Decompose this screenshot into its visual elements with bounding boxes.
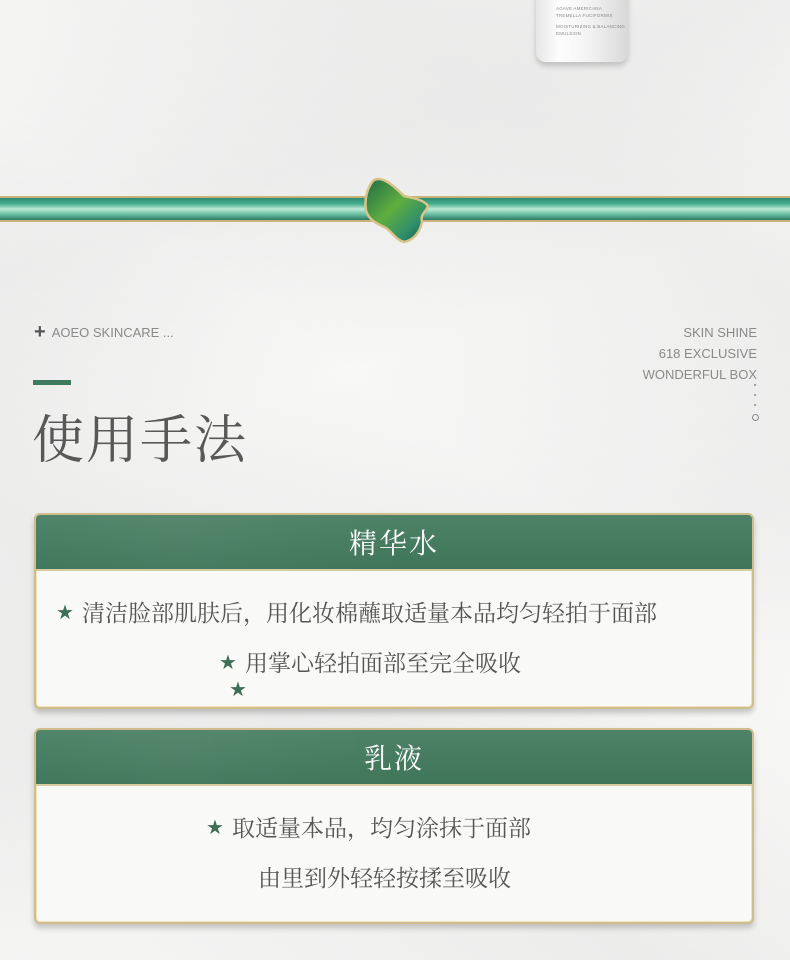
instruction-line	[56, 595, 657, 628]
instruction-line	[219, 645, 521, 678]
accent-bar	[33, 380, 71, 385]
instruction-text: 由里到外轻轻按揉至吸收	[258, 866, 511, 892]
gem-icon	[362, 174, 432, 246]
page-title: 使用手法	[32, 411, 249, 471]
brand-row	[34, 323, 174, 341]
tagline	[643, 322, 757, 385]
bottle-label-line: AGAVE AMERICANA	[556, 6, 602, 11]
tagline-line: SKIN SHINE	[683, 325, 757, 340]
star-icon: ★	[219, 649, 237, 674]
plus-icon: +	[34, 321, 46, 343]
star-icon: ★	[206, 814, 224, 839]
instruction-text: 用掌心轻拍面部至完全吸收	[244, 651, 521, 677]
bottle-label-line: EMULSION	[556, 31, 582, 36]
brand-name: AOEO SKINCARE ...	[51, 324, 174, 340]
instruction-text: 清洁脸部肌肤后，用化妆棉蘸取适量本品均匀轻拍于面部	[81, 601, 657, 627]
usage-card-toner	[34, 513, 754, 709]
bottle-label-line: TREMELLA FUCIFORMIS	[556, 13, 613, 18]
tagline-line: WONDERFUL BOX	[642, 367, 757, 382]
card-title: 乳液	[36, 730, 752, 786]
instruction-text: 取适量本品，均匀涂抹于面部	[231, 816, 531, 842]
instruction-line	[206, 810, 531, 843]
usage-card-emulsion	[34, 728, 754, 924]
tagline-line: 618 EXCLUSIVE	[658, 346, 757, 361]
card-title: 精华水	[36, 515, 752, 571]
star-icon: ★	[56, 599, 74, 624]
dot-decoration	[750, 384, 760, 429]
instruction-line	[258, 860, 511, 893]
bottle-label-line: MOISTURIZING & BALANCING	[556, 24, 626, 29]
star-icon: ★	[229, 677, 247, 701]
product-bottle	[536, 0, 628, 62]
